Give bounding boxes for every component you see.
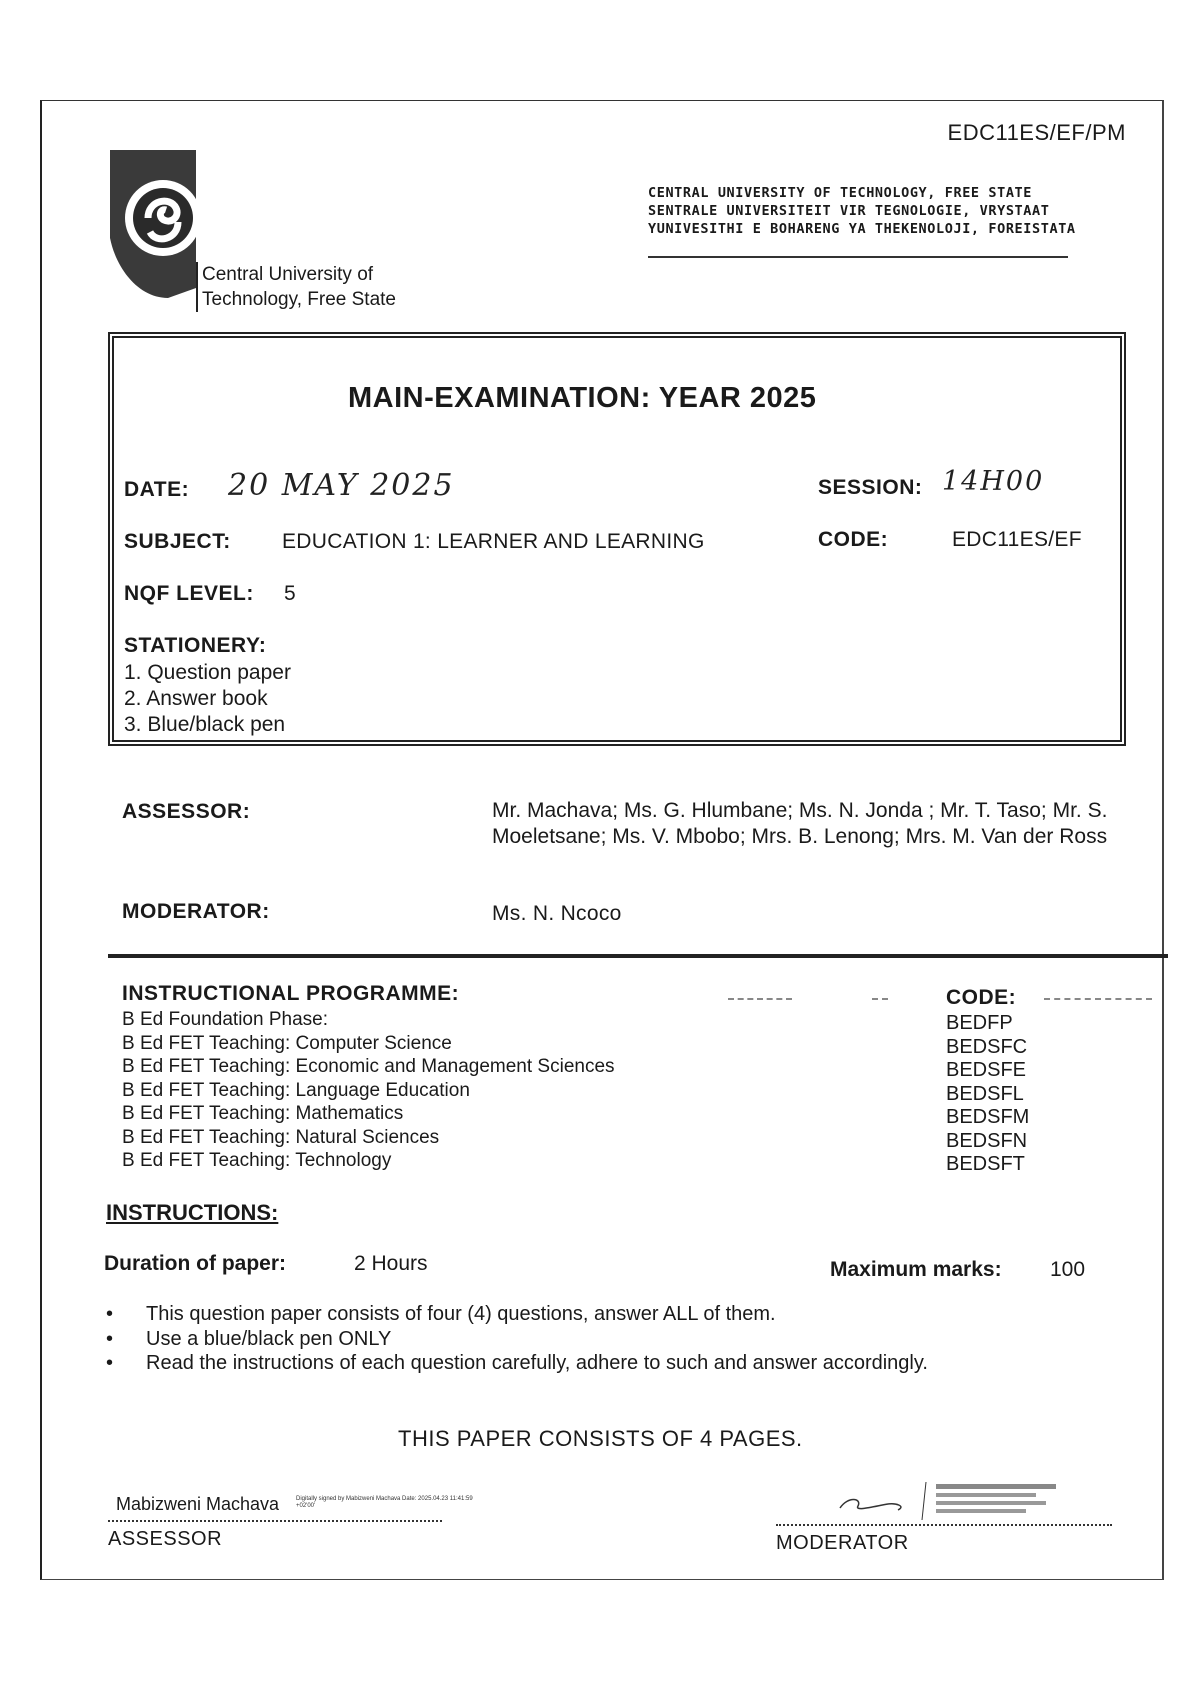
dash-line <box>728 998 792 1000</box>
moderator-signature-icon <box>836 1476 1076 1526</box>
list-item: • Read the instructions of each question carefully, adhere to such and answer accordingly. <box>104 1351 928 1376</box>
list-item: B Ed FET Teaching: Technology <box>122 1150 392 1171</box>
list-item: BEDSFL <box>946 1082 1024 1105</box>
subject-value: EDUCATION 1: LEARNER AND LEARNING <box>282 530 705 553</box>
list-item: B Ed FET Teaching: Mathematics <box>122 1103 404 1124</box>
date-value: 20 MAY 2025 <box>228 468 455 503</box>
nqf-value: 5 <box>284 582 296 605</box>
moderator-sign-label: MODERATOR <box>776 1532 909 1554</box>
code-heading: CODE: <box>946 986 1017 1009</box>
list-item: BEDSFT <box>946 1153 1025 1175</box>
moderator-name: Ms. N. Ncoco <box>492 902 622 925</box>
digital-signature-note: Digitally signed by Mabizweni Machava Date: 2025.04.23 11:41:59 +02'00' <box>296 1496 473 1509</box>
exam-title: MAIN-EXAMINATION: YEAR 2025 <box>348 382 817 414</box>
programme-heading: INSTRUCTIONAL PROGRAMME: <box>122 982 460 1005</box>
list-item: B Ed FET Teaching: Computer Science <box>122 1032 452 1054</box>
dash-line <box>1044 998 1152 1000</box>
code-value: EDC11ES/EF <box>952 528 1082 551</box>
stationery-label: STATIONERY: <box>124 634 267 657</box>
session-label: SESSION: <box>818 476 923 499</box>
list-item: • Use a blue/black pen ONLY <box>104 1327 928 1352</box>
programme-codes <box>946 1012 1029 1177</box>
logo-text: Central University of Technology, Free State <box>196 262 396 312</box>
assessor-names: Mr. Machava; Ms. G. Hlumbane; Ms. N. Jonda ; Mr. T. Taso; Mr. S. Moeletsane; Ms. V. Mbobo; Mrs. B. Lenong; Mrs. M. Van der Ross <box>492 799 1108 848</box>
duration-label: Duration of paper: <box>104 1252 286 1275</box>
programme-list <box>122 1008 615 1173</box>
cut-logo-icon <box>108 148 198 308</box>
code-label: CODE: <box>818 528 889 551</box>
subject-label: SUBJECT: <box>124 530 231 553</box>
dash-line <box>872 998 888 1000</box>
list-item: BEDSFM <box>946 1106 1030 1128</box>
list-item: BEDSFE <box>946 1059 1027 1081</box>
university-name-block: CENTRAL UNIVERSITY OF TECHNOLOGY, FREE STATE SENTRALE UNIVERSITEIT VIR TEGNOLOGIE, VRYSTAAT YUNIVESITHI E BOHARENG YA THEKENOLOJI, FOREISTATA <box>648 185 1076 237</box>
assessor-signature: Mabizweni Machava <box>116 1494 280 1514</box>
max-marks-value: 100 <box>1050 1258 1086 1281</box>
session-value: 14H00 <box>942 466 1045 497</box>
list-item: 3. Blue/black pen <box>124 713 286 736</box>
list-item: B Ed Foundation Phase: <box>122 1009 328 1030</box>
assessor-sign-label: ASSESSOR <box>108 1528 223 1550</box>
assessor-label: ASSESSOR: <box>122 800 251 823</box>
date-label: DATE: <box>124 478 190 501</box>
list-item: BEDSFN <box>946 1129 1028 1152</box>
list-item: BEDFP <box>946 1012 1013 1034</box>
nqf-label: NQF LEVEL: <box>124 582 254 605</box>
instructions-heading: INSTRUCTIONS: <box>106 1200 279 1225</box>
moderator-label: MODERATOR: <box>122 900 270 923</box>
instruction-bullets <box>104 1302 928 1376</box>
list-item: 2. Answer book <box>124 687 268 710</box>
pages-note: THIS PAPER CONSISTS OF 4 PAGES. <box>398 1426 803 1451</box>
duration-value: 2 Hours <box>354 1252 428 1275</box>
max-marks-label: Maximum marks: <box>830 1258 1002 1281</box>
list-item: B Ed FET Teaching: Language Education <box>122 1079 470 1101</box>
list-item: BEDSFC <box>946 1035 1028 1058</box>
stationery-list <box>124 660 291 738</box>
list-item: • This question paper consists of four (4) questions, answer ALL of them. <box>104 1302 928 1327</box>
signature-line <box>108 1520 442 1522</box>
list-item: B Ed FET Teaching: Natural Sciences <box>122 1126 440 1148</box>
signature-line <box>776 1524 1112 1526</box>
list-item: B Ed FET Teaching: Economic and Management Sciences <box>122 1056 615 1077</box>
header-rule <box>648 256 1068 258</box>
document-code: EDC11ES/EF/PM <box>947 120 1126 145</box>
section-divider <box>108 954 1168 958</box>
list-item: 1. Question paper <box>124 661 291 684</box>
